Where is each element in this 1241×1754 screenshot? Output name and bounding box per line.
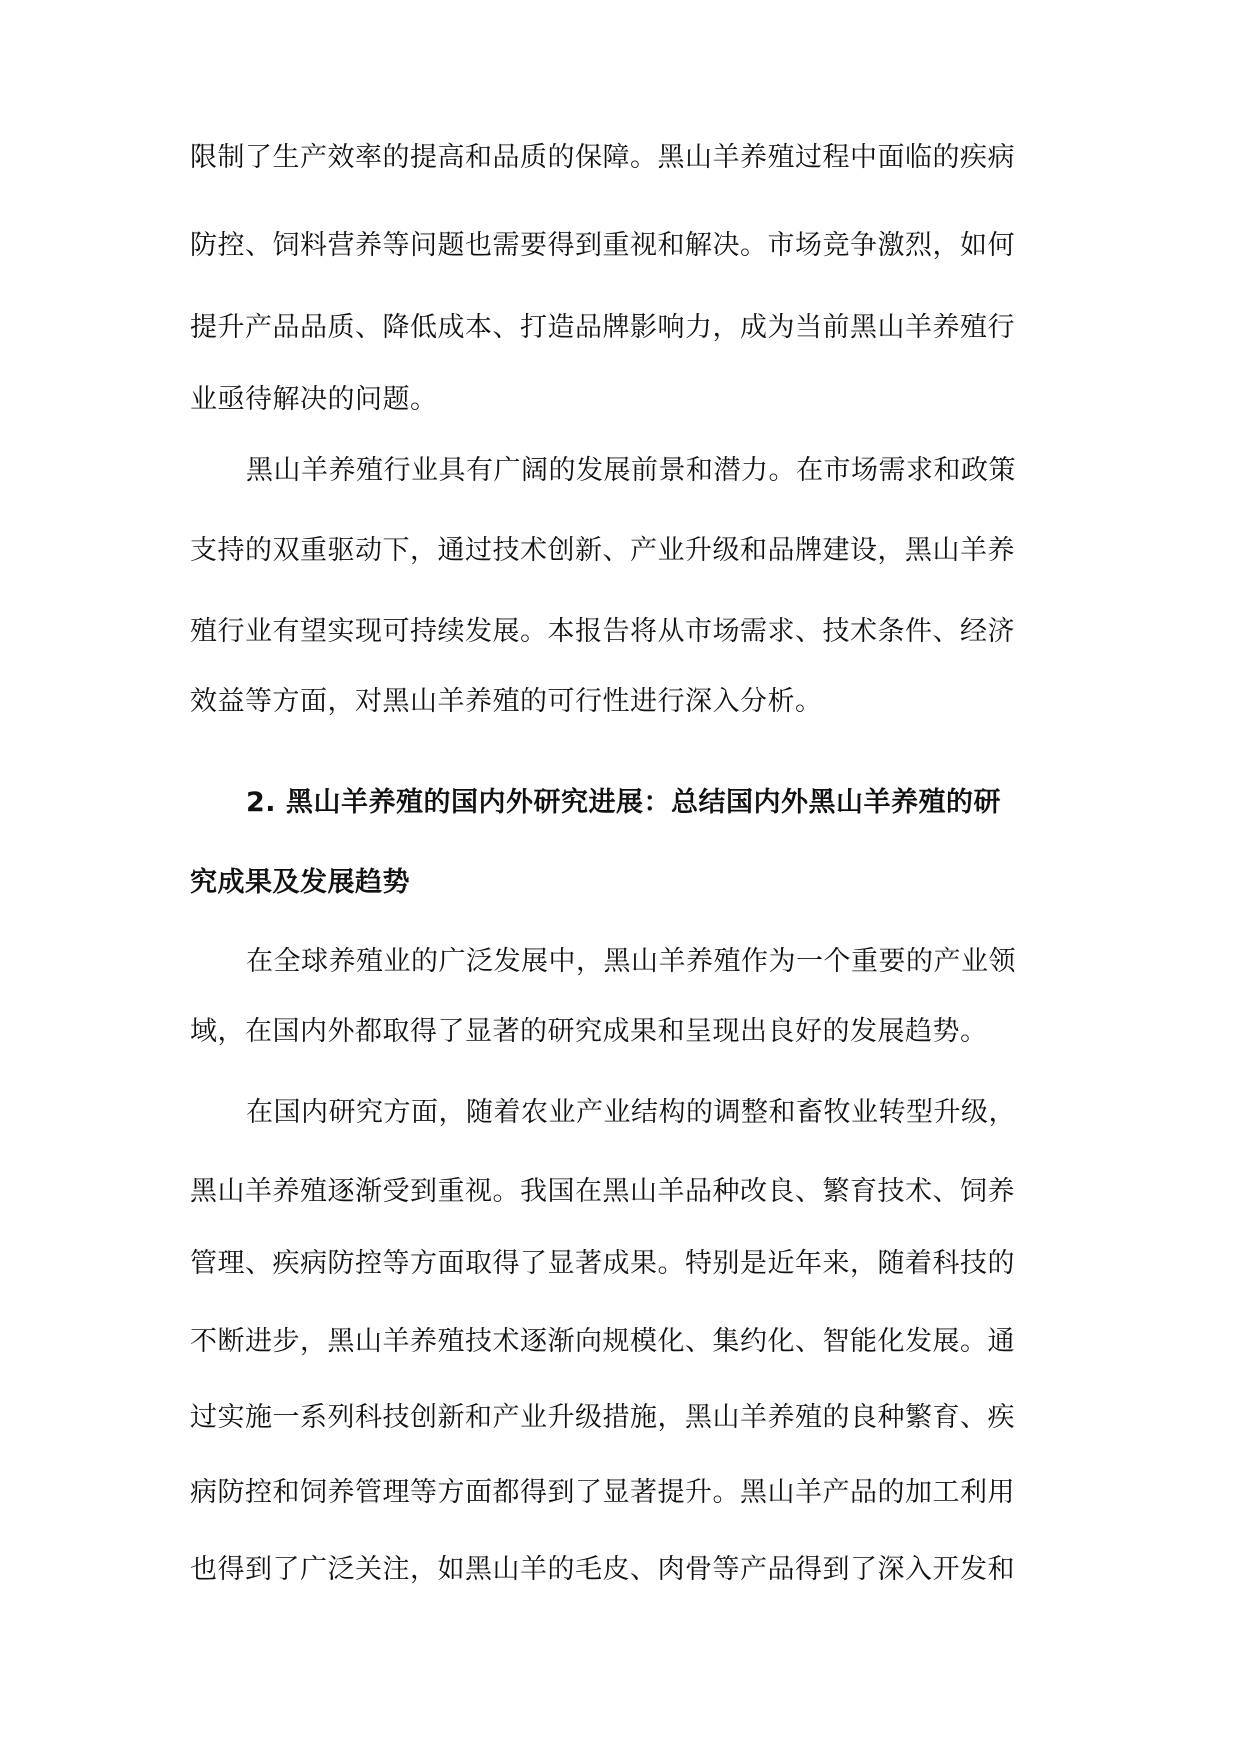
paragraph-line: 不断进步，黑山羊养殖技术逐渐向规模化、集约化、智能化发展。通: [190, 1326, 1015, 1357]
paragraph-line: 殖行业有望实现可持续发展。本报告将从市场需求、技术条件、经济: [190, 616, 1015, 647]
paragraph-line: 效益等方面，对黑山羊养殖的可行性进行深入分析。: [190, 686, 823, 717]
paragraph-line: 黑山羊养殖行业具有广阔的发展前景和潜力。在市场需求和政策: [246, 455, 1016, 486]
paragraph-line: 过实施一系列科技创新和产业升级措施，黑山羊养殖的良种繁育、疾: [190, 1402, 1015, 1433]
paragraph-line: 域，在国内外都取得了显著的研究成果和呈现出良好的发展趋势。: [190, 1016, 988, 1047]
paragraph-line: 管理、疾病防控等方面取得了显著成果。特别是近年来，随着科技的: [190, 1248, 1015, 1279]
paragraph-line: 提升产品品质、降低成本、打造品牌影响力，成为当前黑山羊养殖行: [190, 312, 1015, 343]
paragraph-line: 防控、饲料营养等问题也需要得到重视和解决。市场竞争激烈，如何: [190, 230, 1015, 261]
section-heading: 2. 黑山羊养殖的国内外研究进展：总结国内外黑山羊养殖的研: [246, 787, 1001, 818]
paragraph-line: 支持的双重驱动下，通过技术创新、产业升级和品牌建设，黑山羊养: [190, 535, 1015, 566]
paragraph-line: 在全球养殖业的广泛发展中，黑山羊养殖作为一个重要的产业领: [246, 946, 1016, 977]
paragraph-line: 限制了生产效率的提高和品质的保障。黑山羊养殖过程中面临的疾病: [190, 142, 1015, 173]
paragraph-line: 黑山羊养殖逐渐受到重视。我国在黑山羊品种改良、繁育技术、饲养: [190, 1176, 1015, 1207]
section-heading: 究成果及发展趋势: [190, 867, 410, 898]
paragraph-line: 在国内研究方面，随着农业产业结构的调整和畜牧业转型升级，: [246, 1097, 1016, 1128]
paragraph-line: 也得到了广泛关注，如黑山羊的毛皮、肉骨等产品得到了深入开发和: [190, 1554, 1015, 1585]
paragraph-line: 病防控和饲养管理等方面都得到了显著提升。黑山羊产品的加工利用: [190, 1477, 1015, 1508]
paragraph-line: 业亟待解决的问题。: [190, 384, 438, 415]
